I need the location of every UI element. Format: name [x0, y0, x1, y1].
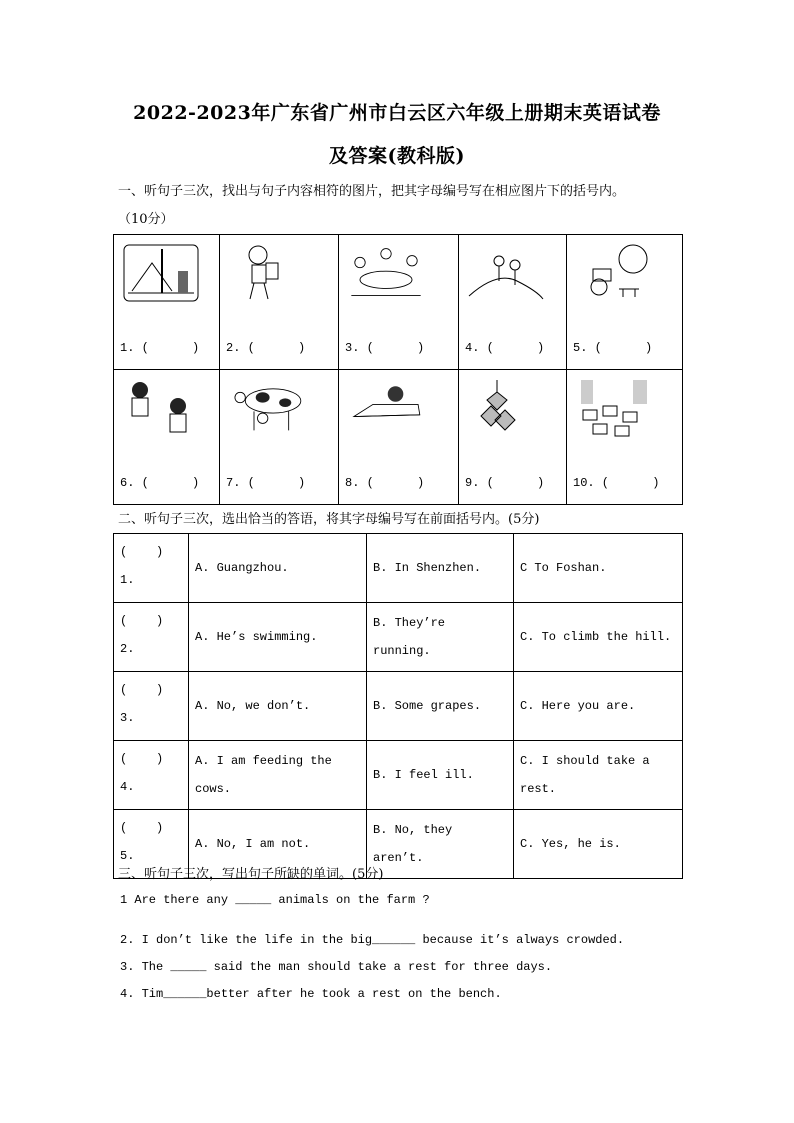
option-c: C. To climb the hill.	[514, 603, 683, 672]
table-row	[114, 603, 683, 672]
option-a: A. No, I am not.	[189, 810, 367, 879]
traffic-jam-picture	[575, 376, 653, 438]
question-number: ( ) 2.	[114, 603, 189, 672]
option-b: B. I feel ill.	[367, 741, 514, 810]
option-c: C. I should take a rest.	[514, 741, 683, 810]
item-label: 4. ( )	[465, 341, 545, 355]
fill-in-sentence: 4. Tim______better after he took a rest on the bench.	[120, 987, 502, 1001]
question-number: ( ) 4.	[114, 741, 189, 810]
item-label: 6. ( )	[120, 476, 200, 490]
item-label: 3. ( )	[345, 341, 425, 355]
option-a: A. He’s swimming.	[189, 603, 367, 672]
question-number: ( ) 3.	[114, 672, 189, 741]
table-row	[114, 741, 683, 810]
section1-heading: 一、听句子三次，找出与句子内容相符的图片，把其字母编号写在相应图片下的括号内。	[118, 184, 626, 199]
option-b: B. They’re running.	[367, 603, 514, 672]
item-label: 5. ( )	[573, 341, 653, 355]
fill-in-sentence: 2. I don’t like the life in the big______ because it’s always crowded.	[120, 933, 625, 947]
question-number: ( ) 5.	[114, 810, 189, 879]
option-c: C. Here you are.	[514, 672, 683, 741]
option-b: B. In Shenzhen.	[367, 534, 514, 603]
picture-table	[113, 234, 683, 505]
fill-in-sentence: 1 Are there any _____ animals on the farm ?	[120, 893, 430, 907]
family-dinner-picture	[347, 241, 425, 303]
boy-with-backpack-picture	[228, 241, 306, 303]
option-c: C To Foshan.	[514, 534, 683, 603]
item-label: 9. ( )	[465, 476, 545, 490]
item-label: 10. ( )	[573, 476, 660, 490]
question-number: ( ) 1.	[114, 534, 189, 603]
table-row	[114, 672, 683, 741]
milking-cow-picture	[228, 376, 306, 438]
fill-in-sentence: 3. The _____ said the man should take a rest for three days.	[120, 960, 553, 974]
item-label: 2. ( )	[226, 341, 306, 355]
section2-heading: 二、听句子三次，选出恰当的答语，将其字母编号写在前面括号内。(5分)	[118, 512, 540, 527]
two-women-picture	[122, 376, 200, 438]
page-title: 2022-2023年广东省广州市白云区六年级上册期末英语试卷	[133, 102, 661, 124]
item-label: 1. ( )	[120, 341, 200, 355]
section3-heading: 三、听句子三次，写出句子所缺的单词。(5分)	[118, 867, 384, 882]
sick-in-bed-picture	[347, 376, 425, 438]
answer-choice-table	[113, 533, 683, 879]
climbing-hill-picture	[467, 241, 545, 303]
page-subtitle: 及答案(教科版)	[329, 145, 465, 167]
item-label: 7. ( )	[226, 476, 306, 490]
table-row	[114, 534, 683, 603]
option-a: A. I am feeding the cows.	[189, 741, 367, 810]
farm-tractor-picture	[575, 241, 653, 303]
rice-dumplings-picture	[467, 376, 545, 438]
section1-score: （10分）	[118, 212, 174, 227]
city-tower-picture	[122, 241, 200, 303]
option-a: A. No, we don’t.	[189, 672, 367, 741]
option-a: A. Guangzhou.	[189, 534, 367, 603]
option-b: B. No, they aren’t.	[367, 810, 514, 879]
option-b: B. Some grapes.	[367, 672, 514, 741]
item-label: 8. ( )	[345, 476, 425, 490]
option-c: C. Yes, he is.	[514, 810, 683, 879]
